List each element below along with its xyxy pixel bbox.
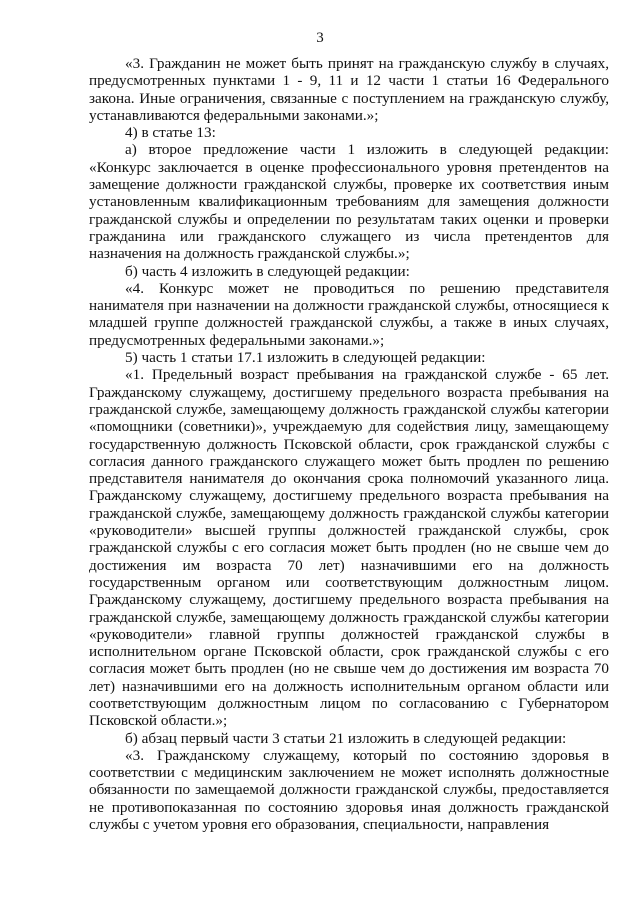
paragraph-item-4a: а) второе предложение части 1 изложить в следующей редакции: «Конкурс заключается в оценке профессионального уровня претендентов на замещение должности гражданской службы, проверке их соответствия иным установленным квалификационным требованиям для замещения должности гражданской службы и определении по результатам такиx оценки и проверки гражданина или гражданского служащего из числа претендентов для назначения на должность гражданской службы.»; [89,141,609,263]
paragraph-item-6: б) абзац первый части 3 статьи 21 изложить в следующей редакции: [125,729,567,747]
paragraph-item-4b: б) часть 4 изложить в следующей редакции: [125,262,410,280]
paragraph-item-4: 4) в статье 13: [125,124,216,142]
paragraph-part-4-text: «4. Конкурс может не проводиться по решению представителя нанимателя при назначении на должности гражданской службы, относящиеся к младшей группе должностей гражданской службы, а также в иных случаях, предусмотренных федеральными законами.»; [89,279,609,349]
paragraph-ch3-restrictions: «3. Гражданин не может быть принят на гражданскую службу в случаях, предусмотренных пунктами 1 - 9, 11 и 12 части 1 статьи 16 Федерального закона. Иные ограничения, связанные с поступлением на гражданскую службу, устанавливаются федеральными законами.»; [89,55,609,124]
document-body [89,55,609,833]
page-number: 3 [316,30,324,46]
paragraph-age-limit-text: «1. Предельный возраст пребывания на гражданской службе - 65 лет. Гражданскому служащему, достигшему предельного возраста пребывания на гражданской службе, замещающему должность гражданской службы категории «помощники (советники)», учреждаемую для содействия лицу, замещающему государственную должность Псковской области, срок гражданской службы с согласия данного гражданского служащего может быть продлен по решению представителя нанимателя до окончания срока полномочий указанного лица. Гражданскому служащему, достигшему предельного возраста пребывания на гражданской службе, замещающему должность гражданской службы категории «руководители» высшей группы должностей гражданской службы, срок гражданской службы с его согласия может быть продлен (но не свыше чем до достижения им возраста 70 лет) назначившими его на должность государственным органом или соответствующим должностным лицом. Гражданскому служащему, достигшему предельного возраста пребывания на гражданской службе, замещающему должность гражданской службы категории «руководители» главной группы должностей гражданской службы в исполнительном органе Псковской области, срок гражданской службы с его согласия может быть продлен (но не свыше чем до достижения им возраста 70 лет) назначившими его на должность исполнительным органом области или соответствующим должностным лицом по согласованию с Губернатором Псковской области.»; [89,366,609,730]
paragraph-item-5: 5) часть 1 статьи 17.1 изложить в следующей редакции: [125,349,486,367]
paragraph-health-text: «3. Гражданскому служащему, который по состоянию здоровья в соответствии с медицинским заключением не может исполнять должностные обязанности по замещаемой должности гражданской службы, предоставляется не противопоказанная по состоянию здоровья иная должность гражданской службы с учетом уровня его образования, специальности, направления [89,746,609,834]
